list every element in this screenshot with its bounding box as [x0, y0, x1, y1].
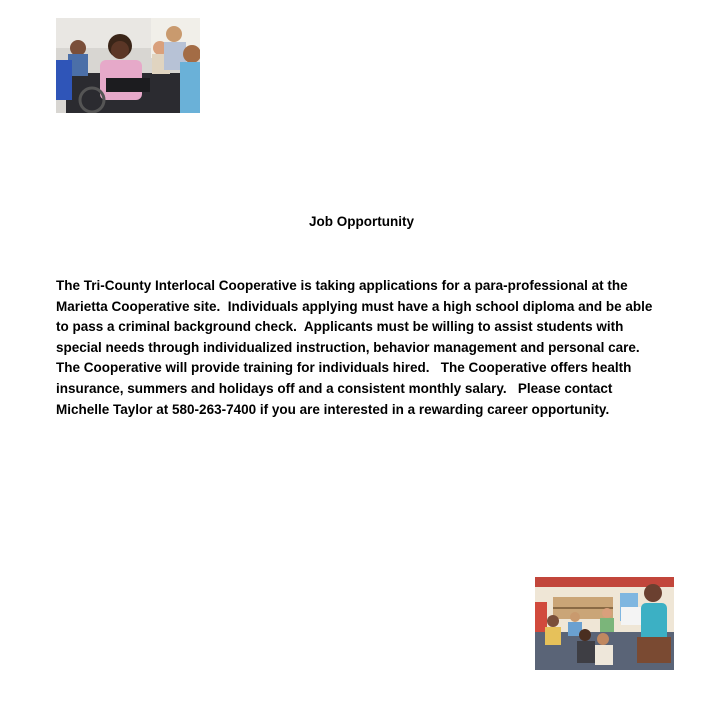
page-title: Job Opportunity — [309, 214, 414, 229]
teacher-reading-circle-photo — [535, 577, 674, 670]
job-description: The Tri-County Interlocal Cooperative is taking applications for a para-professional at the Marietta Cooperative site. Individuals applying must have a high school diploma and be able to pass a criminal background check. Applicants must be willing to assist students with special needs through individualized instruction, behavior management and personal care. The Cooperative will provide training for individuals hired. The Cooperative offers health insurance, summers and holidays off and a consistent monthly salary. Please contact Michelle Taylor at 580-263-7400 if you are interested in a rewarding career opportunity. — [56, 278, 653, 417]
classroom-students-photo — [56, 18, 200, 113]
